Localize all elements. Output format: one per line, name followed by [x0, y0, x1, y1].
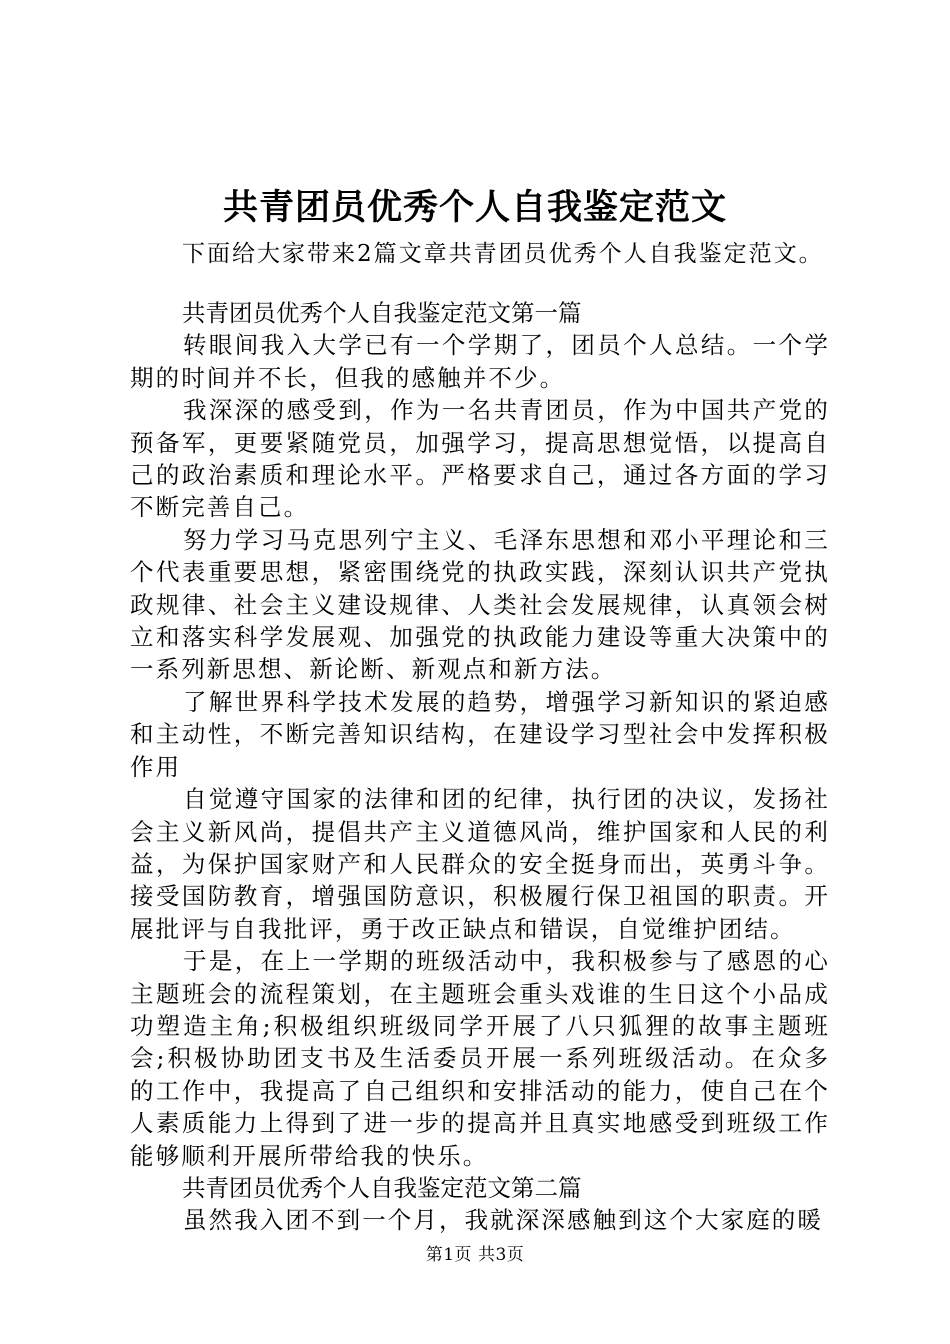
- document-body: [130, 297, 830, 1237]
- body-paragraph: 自觉遵守国家的法律和团的纪律，执行团的决议，发扬社会主义新风尚，提倡共产主义道德风尚，维护国家和人民的利益，为保护国家财产和人民群众的安全挺身而出，英勇斗争。接受国防教育，增强国防意识，积极履行保卫祖国的职责。开展批评与自我批评，勇于改正缺点和错误，自觉维护团结。: [130, 785, 830, 943]
- body-paragraph: 于是，在上一学期的班级活动中，我积极参与了感恩的心主题班会的流程策划，在主题班会重头戏谁的生日这个小品成功塑造主角;积极组织班级同学开展了八只狐狸的故事主题班会;积极协助团支书及生活委员开展一系列班级活动。在众多的工作中，我提高了自己组织和安排活动的能力，使自己在个人素质能力上得到了进一步的提高并且真实地感受到班级工作能够顺利开展所带给我的快乐。: [130, 947, 830, 1170]
- page-number-footer: 第1页 共3页: [425, 1245, 525, 1265]
- section-heading-2: 共青团员优秀个人自我鉴定范文第二篇: [182, 1173, 582, 1202]
- body-paragraph: 我深深的感受到，作为一名共青团员，作为中国共产党的预备军，更要紧随党员，加强学习，提高思想觉悟，以提高自己的政治素质和理论水平。严格要求自己，通过各方面的学习不断完善自己。: [130, 396, 830, 522]
- body-paragraph: 虽然我入团不到一个月，我就深深感触到这个大家庭的暖: [183, 1206, 823, 1235]
- intro-paragraph: 下面给大家带来2篇文章共青团员优秀个人自我鉴定范文。: [182, 241, 824, 267]
- document-title: 共青团员优秀个人自我鉴定范文: [222, 187, 727, 228]
- body-paragraph: 了解世界科学技术发展的趋势，增强学习新知识的紧迫感和主动性，不断完善知识结构，在建设学习型社会中发挥积极作用: [130, 687, 830, 781]
- body-paragraph: 转眼间我入大学已有一个学期了，团员个人总结。一个学期的时间并不长，但我的感触并不少。: [130, 331, 830, 392]
- section-heading-1: 共青团员优秀个人自我鉴定范文第一篇: [182, 299, 582, 327]
- body-paragraph: 努力学习马克思列宁主义、毛泽东思想和邓小平理论和三个代表重要思想，紧密围绕党的执政实践，深刻认识共产党执政规律、社会主义建设规律、人类社会发展规律，认真领会树立和落实科学发展观、加强党的执政能力建设等重大决策中的一系列新思想、新论断、新观点和新方法。: [130, 525, 830, 684]
